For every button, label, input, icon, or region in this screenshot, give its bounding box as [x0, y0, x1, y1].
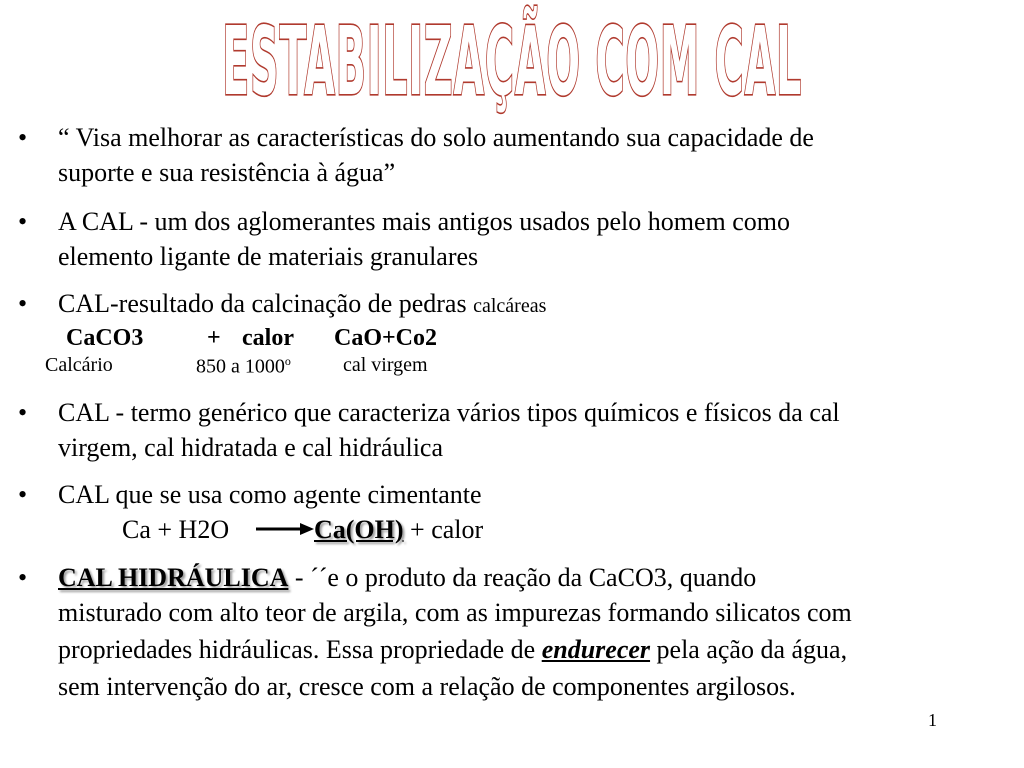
bullet-6-line-1-rest: - ´´e o produto da reação da CaCO3, quando — [288, 563, 757, 592]
bullet-marker: • — [18, 563, 28, 592]
cal-hidraulica-term: CAL HIDRÁULICA — [58, 563, 289, 592]
bullet-1-line-1: “ Visa melhorar as características do solo aumentando sua capacidade de — [58, 123, 814, 152]
formula-reactant: CaCO3 — [66, 325, 144, 351]
formula-product: CaO+Co2 — [334, 325, 438, 351]
reaction-product-line — [314, 515, 483, 545]
bullet-6-line-2: misturado com alto teor de argila, com as impurezas formando silicatos com — [58, 598, 852, 627]
slide-title-text: ESTABILIZAÇÃO COM CAL — [222, 6, 802, 117]
reaction-product: Ca(OH) — [314, 515, 404, 544]
bullet-3-small-text: calcáreas — [473, 295, 547, 317]
endurecer-emphasis: endurecer — [541, 635, 651, 664]
label-temperature — [196, 355, 291, 377]
bullet-4-line-2: virgem, cal hidratada e cal hidráulica — [58, 433, 443, 462]
bullet-2-line-2: elemento ligante de materiais granulares — [58, 242, 479, 271]
bullet-6-line-3-b: pela ação da água, — [650, 635, 848, 664]
bullet-3-line-1 — [58, 289, 546, 319]
bullet-marker: • — [18, 123, 28, 152]
bullet-4-line-1: CAL - termo genérico que caracteriza vários tipos químicos e físicos da cal — [58, 398, 840, 427]
reaction-reactants: Ca + H2O — [122, 515, 230, 544]
degree-superscript: o — [284, 354, 291, 368]
bullet-marker: • — [18, 289, 28, 318]
reaction-arrow-icon — [256, 519, 316, 539]
label-product: cal virgem — [343, 354, 428, 376]
slide-title — [0, 6, 1024, 117]
page-number: 1 — [928, 710, 937, 730]
formula-plus: + — [207, 325, 221, 351]
bullet-2-line-1: A CAL - um dos aglomerantes mais antigos usados pelo homem como — [58, 207, 790, 236]
bullet-1-line-2: suporte e sua resistência à água” — [58, 158, 396, 187]
bullet-6-line-4: sem intervenção do ar, cresce com a relação de componentes argilosos. — [58, 672, 796, 701]
bullet-6-line-1 — [58, 563, 756, 593]
bullet-6-line-3-a: propriedades hidráulicas. Essa propriedade de — [58, 635, 542, 664]
label-temperature-value: 850 a 1000 — [196, 355, 285, 378]
bullet-marker: • — [18, 398, 28, 427]
reaction-heat: + calor — [403, 515, 484, 544]
bullet-marker: • — [18, 207, 28, 236]
bullet-marker: • — [18, 480, 28, 509]
label-reactant: Calcário — [45, 354, 113, 376]
bullet-3-main-text: CAL-resultado da calcinação de pedras — [58, 289, 474, 318]
formula-heat: calor — [242, 325, 294, 351]
bullet-6-line-3 — [58, 635, 847, 665]
bullet-5-line-1: CAL que se usa como agente cimentante — [58, 480, 482, 509]
